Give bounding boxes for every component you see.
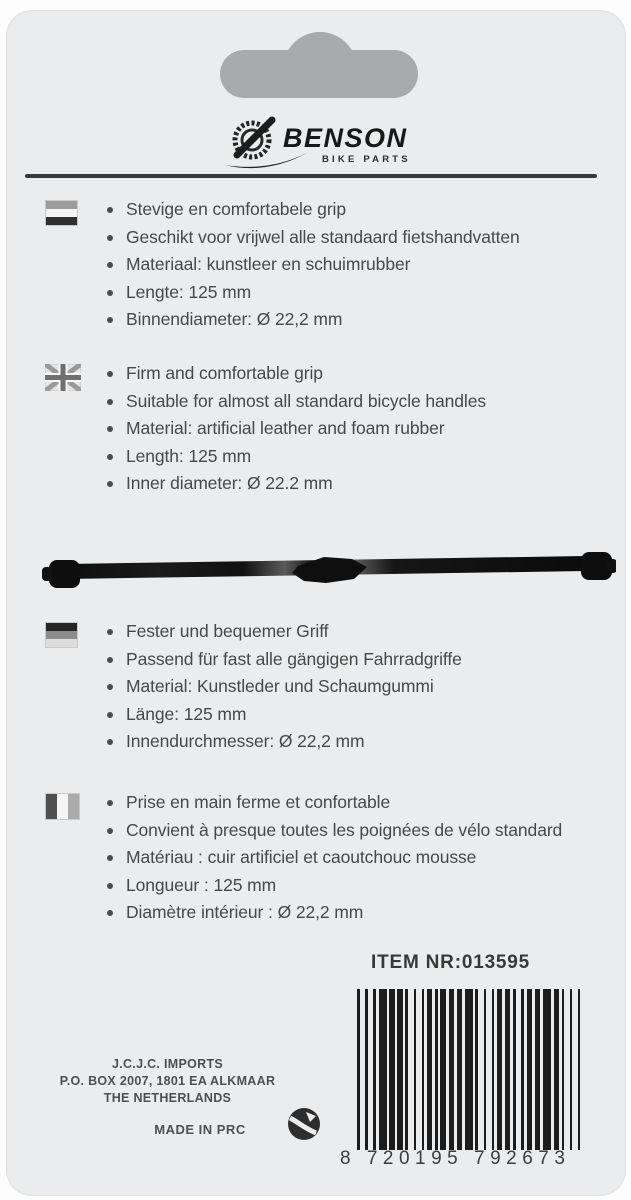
feature-list-dutch xyxy=(100,196,631,334)
list-item: Matériau : cuir artificiel et caoutchouc mousse xyxy=(100,844,631,872)
divider-line xyxy=(25,174,597,178)
made-in-label: MADE IN PRC xyxy=(154,1122,246,1137)
list-item: Lengte: 125 mm xyxy=(100,279,631,307)
address-line: P.O. BOX 2007, 1801 EA ALKMAAR xyxy=(59,1074,276,1088)
list-item: Geschikt voor vrijwel alle standaard fietshandvatten xyxy=(100,224,631,252)
barcode xyxy=(357,989,583,1150)
section-german xyxy=(0,618,631,756)
address-line: THE NETHERLANDS xyxy=(103,1091,232,1105)
list-item: Length: 125 mm xyxy=(100,443,631,471)
importer-address xyxy=(55,1056,280,1107)
list-item: Material: artificial leather and foam rubber xyxy=(100,415,631,443)
list-item: Material: Kunstleder und Schaumgummi xyxy=(100,673,631,701)
euro-slot-tab xyxy=(220,50,418,98)
recycling-icon xyxy=(286,1106,322,1142)
list-item: Passend für fast alle gängigen Fahrradgriffe xyxy=(100,646,631,674)
grip-end-cap-left xyxy=(49,560,80,588)
list-item: Innendurchmesser: Ø 22,2 mm xyxy=(100,728,631,756)
section-dutch xyxy=(0,196,631,334)
list-item: Prise en main ferme et confortable xyxy=(100,789,631,817)
item-number: ITEM NR:013595 xyxy=(371,952,531,973)
list-item: Inner diameter: Ø 22.2 mm xyxy=(100,470,631,498)
list-item: Suitable for almost all standard bicycle handles xyxy=(100,388,631,416)
address-line: J.C.J.C. IMPORTS xyxy=(111,1057,224,1071)
list-item: Longueur : 125 mm xyxy=(100,872,631,900)
netherlands-flag-icon xyxy=(45,200,78,226)
list-item: Materiaal: kunstleer en schuimrubber xyxy=(100,251,631,279)
brand-tagline: BIKE PARTS xyxy=(322,154,411,165)
section-english xyxy=(0,360,631,498)
brand-name: BENSON xyxy=(283,123,408,153)
brand-logo-graphic xyxy=(222,110,422,172)
brand-logo xyxy=(222,110,422,172)
list-item: Fester und bequemer Griff xyxy=(100,618,631,646)
germany-flag-icon xyxy=(45,622,78,648)
list-item: Convient à presque toutes les poignées de vélo standard xyxy=(100,817,631,845)
section-french xyxy=(0,789,631,927)
list-item: Stevige en comfortabele grip xyxy=(100,196,631,224)
list-item: Binnendiameter: Ø 22,2 mm xyxy=(100,306,631,334)
grip-product-through-blister xyxy=(36,540,616,600)
grip-nub-left xyxy=(42,567,52,581)
grip-nub-right xyxy=(607,559,616,573)
list-item: Diamètre intérieur : Ø 22,2 mm xyxy=(100,899,631,927)
list-item: Firm and comfortable grip xyxy=(100,360,631,388)
barcode-digits: 8 720195 792673 xyxy=(340,1148,571,1169)
feature-list-german xyxy=(100,618,631,756)
list-item: Länge: 125 mm xyxy=(100,701,631,729)
feature-list-english xyxy=(100,360,631,498)
uk-flag-icon xyxy=(45,364,81,391)
france-flag-icon xyxy=(45,793,80,820)
feature-list-french xyxy=(100,789,631,927)
